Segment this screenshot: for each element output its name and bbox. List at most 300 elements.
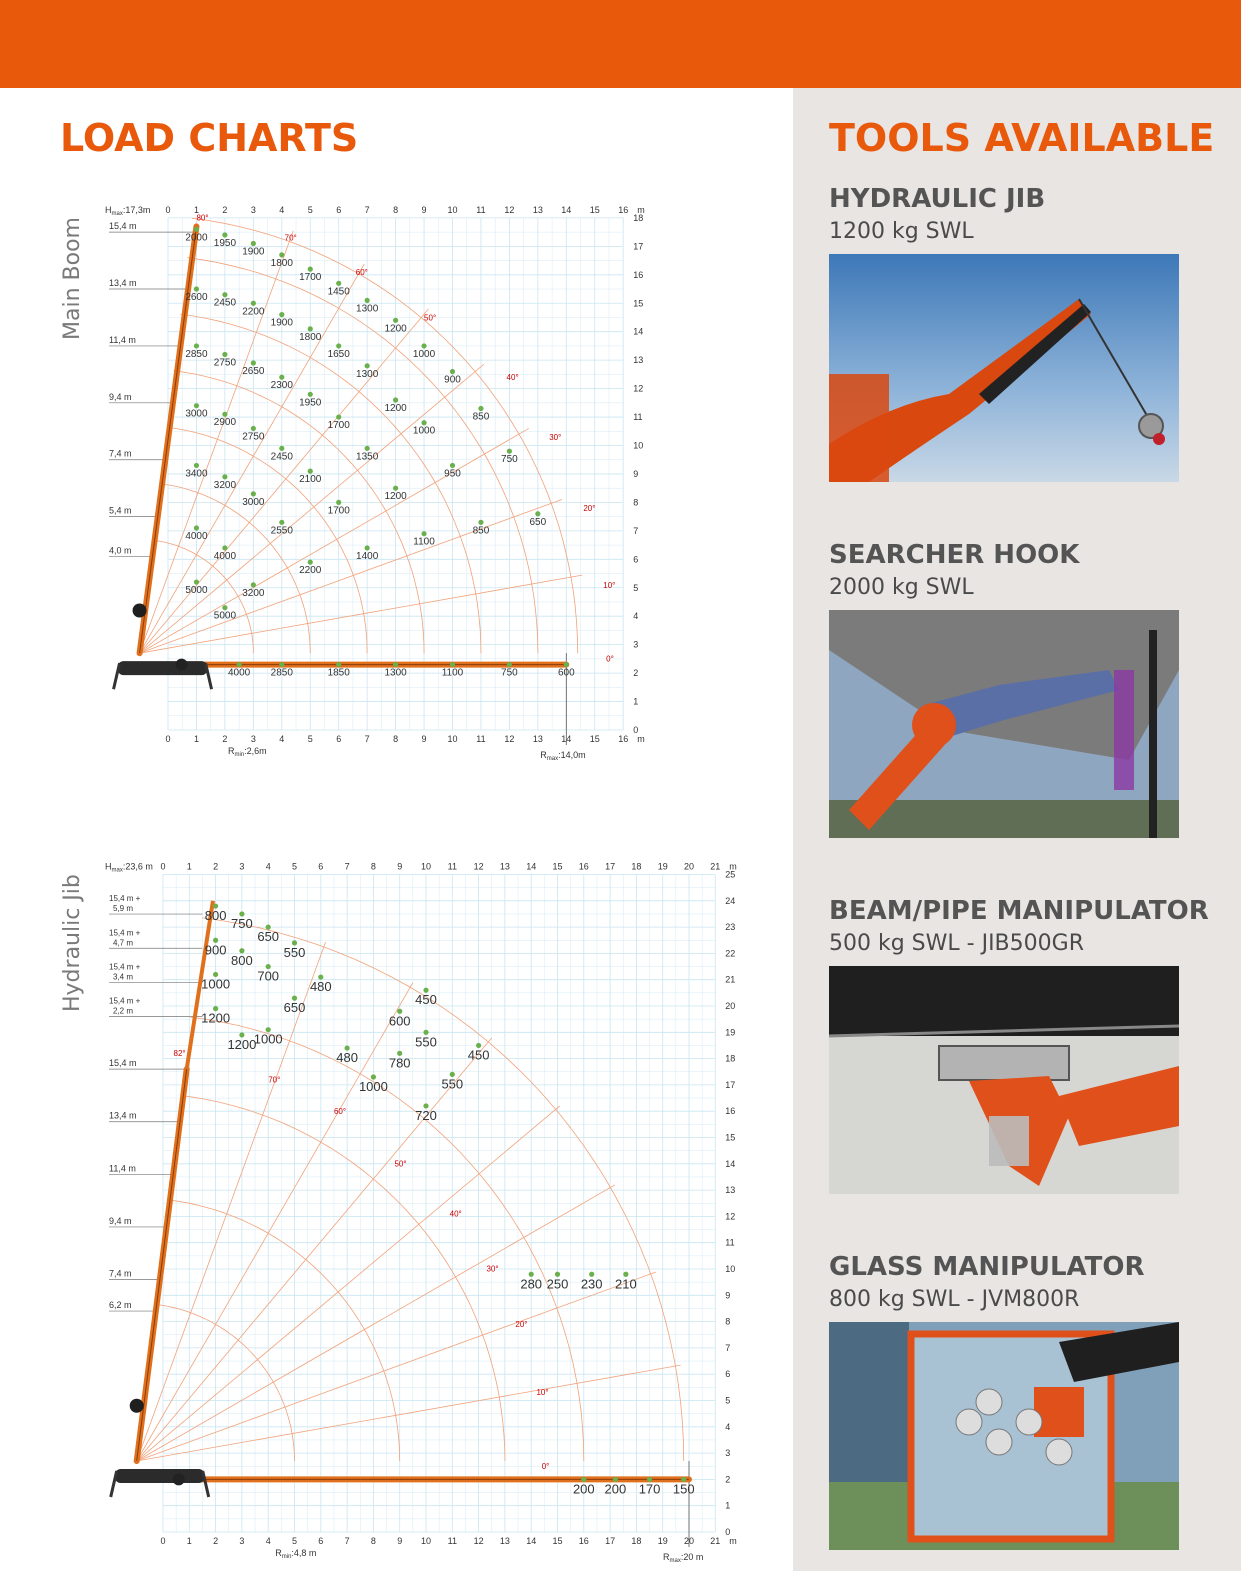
- x-tick-label-bottom: 2: [213, 1536, 219, 1546]
- crawler-track: [118, 661, 208, 675]
- x-tick-label-top: 12: [504, 204, 515, 215]
- x-tick-label-top: 1: [193, 204, 199, 215]
- y-tick-label: 7: [633, 525, 639, 536]
- x-tick-label-top: 0: [165, 204, 171, 215]
- load-point: [222, 292, 227, 297]
- load-value-label: 1950: [213, 237, 237, 249]
- outrigger-left: [114, 663, 120, 689]
- x-tick-label-top: 10: [447, 204, 458, 215]
- load-value-label: 2300: [270, 380, 293, 392]
- x-tick-label-top: 0: [160, 861, 166, 872]
- angle-ray: [137, 942, 326, 1461]
- angle-ray: [140, 231, 294, 653]
- y-tick-label: 6: [633, 554, 639, 565]
- load-value-label: 900: [204, 942, 227, 958]
- y-tick-label: 3: [633, 639, 639, 650]
- load-point: [251, 491, 256, 496]
- y-tick-label: 25: [725, 869, 736, 880]
- angle-label: 0°: [606, 654, 614, 664]
- y-tick-label: 11: [725, 1237, 735, 1248]
- reach-arc: [160, 484, 310, 654]
- y-tick-label: 4: [725, 1421, 731, 1432]
- load-value-label: 1700: [299, 272, 322, 284]
- load-value-label: 550: [283, 944, 306, 960]
- x-tick-label-bottom: 14: [561, 734, 572, 744]
- load-value-label: 1400: [356, 550, 379, 562]
- tool-title-hydraulic-jib: HYDRAULIC JIB: [829, 184, 1046, 214]
- extension-label: 6,2 m: [109, 1300, 132, 1311]
- load-point: [308, 392, 313, 397]
- extension-label: 7,4 m: [109, 1268, 132, 1279]
- tool-swl-glass-manipulator: 800 kg SWL - JVM800R: [829, 1287, 1080, 1312]
- angle-label: 20°: [583, 503, 596, 513]
- x-tick-label-bottom: 19: [657, 1536, 668, 1546]
- load-value-label: 720: [415, 1107, 437, 1123]
- x-tick-label-top: 11: [476, 204, 486, 215]
- x-tick-label-top: 13: [499, 861, 510, 872]
- angle-label: 50°: [424, 313, 437, 323]
- load-point: [251, 360, 256, 365]
- load-point: [336, 281, 341, 286]
- x-tick-label-bottom: 5: [307, 734, 313, 744]
- outrigger-left: [111, 1471, 117, 1497]
- tool-title-beam-pipe-manipulator: BEAM/PIPE MANIPULATOR: [829, 896, 1209, 926]
- load-point: [308, 326, 313, 331]
- load-point: [194, 463, 199, 468]
- load-point: [478, 406, 483, 411]
- x-tick-label-top: 18: [631, 861, 642, 872]
- load-value-label: 1100: [441, 667, 464, 679]
- load-point: [421, 531, 426, 536]
- load-value-label: 2750: [242, 431, 265, 443]
- load-value-label: 3000: [185, 408, 208, 420]
- hydraulic-jib-photo: [829, 254, 1179, 482]
- load-point: [194, 525, 199, 530]
- angle-label: 40°: [449, 1209, 462, 1219]
- y-tick-label: 0: [633, 725, 639, 735]
- y-tick-label: 18: [633, 212, 644, 223]
- x-tick-label-top: 5: [291, 861, 298, 872]
- load-point: [336, 500, 341, 505]
- load-point: [450, 463, 455, 468]
- angle-ray: [137, 1185, 615, 1461]
- main-boom-label: Main Boom: [60, 217, 85, 340]
- y-tick-label: 15: [725, 1132, 736, 1143]
- y-tick-label: 9: [725, 1290, 731, 1301]
- angle-ray: [137, 1365, 681, 1461]
- x-tick-label-bottom: 8: [393, 734, 399, 744]
- y-tick-label: 17: [725, 1079, 736, 1090]
- x-tick-label-bottom: 0: [165, 734, 171, 744]
- load-value-label: 1100: [413, 536, 435, 548]
- load-value-label: 450: [415, 992, 437, 1008]
- load-value-label: 1300: [356, 368, 379, 380]
- y-tick-label: 15: [633, 298, 644, 309]
- load-value-label: 2550: [270, 525, 293, 537]
- x-tick-label-bottom: 12: [473, 1536, 484, 1546]
- x-tick-label-bottom: 6: [318, 1536, 324, 1546]
- boom-pulley: [133, 604, 147, 618]
- x-tick-label-bottom: 4: [279, 734, 285, 744]
- angle-label: 70°: [268, 1075, 281, 1085]
- load-value-label: 1800: [299, 331, 322, 343]
- load-point: [308, 469, 313, 474]
- rmin-label: $R_{min}:2,6m$: [227, 746, 267, 758]
- load-value-label: 750: [231, 915, 253, 931]
- load-value-label: 1700: [327, 420, 350, 432]
- load-value-label: 1650: [327, 348, 350, 360]
- load-value-label: 4000: [185, 531, 208, 543]
- load-value-label: 600: [388, 1013, 411, 1029]
- extension-label: 13,4 m: [109, 278, 137, 289]
- load-value-label: 5000: [213, 610, 237, 622]
- tool-title-searcher-hook: SEARCHER HOOK: [829, 540, 1080, 570]
- reach-arc: [181, 1095, 505, 1461]
- load-value-label: 1000: [412, 348, 436, 360]
- glass-manipulator-photo: [829, 1322, 1179, 1550]
- y-tick-label: 14: [633, 326, 644, 337]
- x-tick-label-bottom: 3: [250, 734, 256, 744]
- extension-label-suffix: 4,7 m: [113, 938, 134, 948]
- load-point: [237, 662, 242, 667]
- load-point: [308, 560, 313, 565]
- extension-label: 13,4 m: [109, 1110, 137, 1121]
- rmax-label: $R_{max}:14,0m$: [540, 750, 586, 762]
- load-value-label: 1200: [384, 491, 407, 503]
- load-value-label: 230: [580, 1276, 603, 1292]
- x-tick-label-bottom: 9: [397, 1536, 403, 1546]
- x-tick-label-bottom: 16: [578, 1536, 589, 1546]
- load-point: [450, 369, 455, 374]
- x-tick-label-bottom: 11: [447, 1536, 457, 1546]
- tool-swl-searcher-hook: 2000 kg SWL: [829, 575, 974, 600]
- x-tick-label-top: 3: [250, 204, 256, 215]
- y-tick-label: 9: [633, 468, 639, 479]
- x-tick-label-top: 13: [532, 204, 543, 215]
- load-value-label: 1200: [227, 1036, 257, 1052]
- load-value-label: 3400: [185, 468, 208, 480]
- load-value-label: 250: [546, 1276, 569, 1292]
- y-tick-label: 5: [633, 582, 639, 593]
- hinge-pin: [176, 659, 188, 671]
- load-value-label: 1900: [270, 317, 293, 329]
- load-point: [365, 446, 370, 451]
- load-value-label: 4000: [228, 667, 251, 679]
- y-tick-label: 1: [633, 696, 639, 707]
- angle-label: 0°: [541, 1461, 550, 1471]
- x-tick-label-bottom: 1: [193, 734, 199, 744]
- load-value-label: 900: [444, 374, 461, 386]
- x-tick-label-top: 10: [420, 861, 432, 872]
- tools-available-title: TOOLS AVAILABLE: [829, 116, 1215, 160]
- load-value-label: 4000: [213, 550, 237, 562]
- y-tick-label: 12: [725, 1211, 736, 1222]
- y-tick-label: 4: [633, 611, 639, 622]
- load-point: [421, 420, 426, 425]
- hydraulic-jib-load-chart: [95, 860, 755, 1565]
- y-tick-label: 8: [633, 497, 639, 508]
- angle-label: 80°: [196, 213, 209, 223]
- load-value-label: 1300: [356, 303, 379, 315]
- extension-label: 7,4 m: [109, 448, 132, 459]
- x-tick-label-top: 9: [397, 861, 403, 872]
- x-tick-label-top: 21: [710, 861, 721, 872]
- load-value-label: 1800: [270, 257, 293, 269]
- x-tick-label-bottom: 8: [370, 1536, 376, 1546]
- load-value-label: 210: [615, 1276, 637, 1292]
- x-tick-label-top: 15: [589, 204, 600, 215]
- angle-label: 40°: [506, 373, 519, 383]
- load-value-label: 800: [231, 952, 253, 968]
- x-tick-label-bottom: 10: [447, 734, 458, 744]
- x-tick-label-bottom: 15: [552, 1536, 563, 1546]
- tool-swl-hydraulic-jib: 1200 kg SWL: [829, 219, 974, 244]
- extension-label: 15,4 m +: [109, 894, 141, 904]
- y-tick-label: 10: [633, 440, 644, 451]
- load-value-label: 2900: [213, 417, 237, 429]
- load-value-label: 5000: [185, 585, 208, 597]
- load-point: [308, 267, 313, 272]
- reach-arc: [168, 1200, 400, 1461]
- x-tick-label-top: 17: [605, 861, 616, 872]
- y-tick-label: 21: [725, 974, 736, 985]
- load-point: [564, 662, 569, 667]
- angle-label: 60°: [333, 1106, 347, 1116]
- load-point: [393, 397, 398, 402]
- load-value-label: 1000: [412, 425, 436, 437]
- x-tick-label-bottom: 7: [364, 734, 370, 744]
- load-value-label: 1200: [384, 402, 407, 414]
- load-point: [535, 511, 540, 516]
- load-value-label: 480: [309, 979, 332, 995]
- load-value-label: 2450: [270, 451, 293, 463]
- load-value-label: 1950: [299, 397, 322, 409]
- extension-label: 9,4 m: [109, 391, 132, 402]
- load-value-label: 1850: [327, 667, 350, 679]
- load-value-label: 2750: [213, 357, 237, 369]
- x-tick-label-top: 16: [618, 204, 629, 215]
- load-point: [393, 318, 398, 323]
- load-value-label: 2200: [299, 565, 322, 577]
- load-value-label: 2650: [242, 365, 265, 377]
- x-tick-label-top: 7: [364, 204, 370, 215]
- load-value-label: 800: [204, 908, 227, 924]
- y-tick-label: 13: [633, 355, 644, 366]
- y-tick-label: 13: [725, 1185, 736, 1196]
- load-value-label: 2850: [270, 667, 293, 679]
- load-point: [194, 579, 199, 584]
- extension-label: 4,0 m: [109, 545, 132, 556]
- extension-label-suffix: 2,2 m: [113, 1006, 134, 1016]
- x-tick-label-bottom: 3: [239, 1536, 245, 1546]
- x-tick-label-top: 1: [186, 861, 192, 872]
- load-point: [279, 252, 284, 257]
- load-value-label: 450: [467, 1047, 490, 1063]
- load-point: [507, 662, 512, 667]
- searcher-hook-photo: [829, 610, 1179, 838]
- x-tick-label-bottom: 11: [476, 734, 486, 744]
- x-tick-label-top: 6: [336, 204, 342, 215]
- load-value-label: 1200: [201, 1010, 231, 1026]
- extension-label: 15,4 m: [109, 221, 137, 232]
- load-value-label: 3000: [242, 496, 265, 508]
- load-value-label: 550: [415, 1034, 437, 1050]
- extension-label: 15,4 m +: [109, 928, 141, 938]
- angle-label: 82°: [173, 1048, 186, 1058]
- boom-pulley: [130, 1399, 144, 1413]
- x-tick-label-top: 5: [307, 204, 313, 215]
- x-tick-label-top: 14: [526, 861, 537, 872]
- load-value-label: 2000: [185, 232, 208, 244]
- hmax-label: $H_{max}:23,6$ m: [105, 861, 153, 874]
- x-unit-bottom: m: [637, 734, 645, 744]
- load-point: [251, 241, 256, 246]
- extension-label: 11,4 m: [109, 1163, 136, 1174]
- x-tick-label-bottom: 5: [291, 1536, 298, 1546]
- load-value-label: 2600: [185, 292, 208, 304]
- load-point: [336, 414, 341, 419]
- x-tick-label-bottom: 18: [631, 1536, 642, 1546]
- x-tick-label-bottom: 13: [532, 734, 543, 744]
- load-value-label: 1000: [201, 976, 231, 992]
- load-value-label: 650: [529, 516, 547, 528]
- y-tick-label: 8: [725, 1316, 731, 1327]
- load-point: [279, 520, 284, 525]
- load-value-label: 200: [604, 1481, 627, 1497]
- load-value-label: 3200: [242, 587, 265, 599]
- load-value-label: 1000: [358, 1079, 388, 1095]
- tool-swl-beam-pipe-manipulator: 500 kg SWL - JIB500GR: [829, 931, 1084, 956]
- hmax-label: $H_{max}:17,3m$: [105, 204, 151, 217]
- load-value-label: 1350: [356, 451, 379, 463]
- y-tick-label: 20: [725, 1001, 736, 1011]
- x-tick-label-top: 15: [552, 861, 563, 872]
- load-point: [421, 343, 426, 348]
- load-point: [450, 662, 455, 667]
- load-value-label: 2850: [185, 348, 208, 360]
- load-value-label: 2100: [299, 474, 322, 486]
- load-value-label: 650: [283, 1000, 306, 1016]
- y-tick-label: 19: [725, 1027, 736, 1038]
- load-value-label: 200: [572, 1481, 595, 1497]
- load-point: [279, 446, 284, 451]
- y-tick-label: 22: [725, 948, 736, 959]
- angle-label: 60°: [355, 267, 368, 277]
- load-value-label: 280: [520, 1276, 543, 1292]
- x-tick-label-bottom: 4: [265, 1536, 271, 1546]
- y-tick-label: 23: [725, 922, 736, 933]
- x-tick-label-top: 8: [370, 861, 376, 872]
- tool-title-glass-manipulator: GLASS MANIPULATOR: [829, 1252, 1145, 1282]
- x-tick-label-bottom: 21: [710, 1536, 721, 1546]
- angle-label: 30°: [549, 432, 562, 442]
- angle-ray: [137, 1272, 656, 1461]
- x-tick-label-top: 19: [657, 861, 668, 872]
- load-point: [393, 662, 398, 667]
- y-tick-label: 2: [633, 668, 639, 679]
- x-tick-label-bottom: 6: [336, 734, 342, 744]
- load-point: [365, 298, 370, 303]
- y-tick-label: 3: [725, 1448, 731, 1459]
- y-tick-label: 7: [725, 1342, 731, 1353]
- x-tick-label-top: 16: [578, 861, 589, 872]
- reach-arc: [156, 1304, 295, 1461]
- load-value-label: 3200: [213, 479, 237, 491]
- angle-label: 50°: [394, 1159, 407, 1169]
- load-point: [279, 312, 284, 317]
- x-tick-label-top: 4: [265, 861, 271, 872]
- hydraulic-jib-label: Hydraulic Jib: [60, 874, 85, 1012]
- y-tick-label: 11: [633, 412, 643, 423]
- x-tick-label-bottom: 16: [618, 734, 629, 744]
- load-charts-title: LOAD CHARTS: [60, 116, 359, 160]
- angle-label: 10°: [536, 1388, 549, 1398]
- y-tick-label: 6: [725, 1369, 731, 1380]
- x-tick-label-top: 3: [239, 861, 245, 872]
- x-tick-label-top: 2: [222, 204, 228, 215]
- extension-label-suffix: 5,9 m: [113, 904, 134, 914]
- load-point: [336, 662, 341, 667]
- x-unit-bottom: m: [729, 1536, 737, 1546]
- load-point: [194, 403, 199, 408]
- y-tick-label: 24: [725, 895, 736, 906]
- extension-label: 15,4 m +: [109, 962, 141, 972]
- x-tick-label-top: 9: [421, 204, 427, 215]
- x-unit-top: m: [729, 861, 737, 872]
- load-value-label: 700: [257, 968, 280, 984]
- y-tick-label: 16: [725, 1106, 736, 1117]
- x-tick-label-bottom: 7: [344, 1536, 350, 1546]
- load-value-label: 650: [257, 929, 280, 945]
- vertical-boom-edge: [137, 1069, 187, 1461]
- main-boom-load-chart: [95, 200, 665, 770]
- load-value-label: 750: [501, 454, 518, 466]
- x-tick-label-bottom: 13: [499, 1536, 510, 1546]
- load-value-label: 150: [672, 1481, 695, 1497]
- x-tick-label-top: 14: [561, 204, 572, 215]
- x-tick-label-bottom: 20: [683, 1536, 695, 1546]
- load-value-label: 1200: [384, 323, 407, 335]
- x-tick-label-bottom: 12: [504, 734, 515, 744]
- y-tick-label: 14: [725, 1158, 736, 1169]
- load-value-label: 170: [638, 1481, 661, 1497]
- hinge-pin: [173, 1473, 185, 1485]
- load-point: [279, 375, 284, 380]
- y-tick-label: 0: [725, 1527, 731, 1537]
- extension-label-suffix: 3,4 m: [113, 972, 134, 982]
- angle-label: 70°: [284, 233, 297, 243]
- rmax-label: $R_{max}:20$ m: [663, 1552, 704, 1564]
- y-tick-label: 5: [725, 1395, 731, 1406]
- load-point: [222, 232, 227, 237]
- extension-label: 15,4 m: [109, 1058, 137, 1069]
- x-tick-label-top: 2: [213, 861, 219, 872]
- load-point: [194, 343, 199, 348]
- load-point: [279, 662, 284, 667]
- load-value-label: 550: [441, 1076, 464, 1092]
- x-tick-label-top: 8: [393, 204, 399, 215]
- load-value-label: 780: [388, 1055, 411, 1071]
- x-tick-label-bottom: 15: [589, 734, 600, 744]
- load-value-label: 2200: [242, 306, 265, 318]
- load-point: [222, 352, 227, 357]
- x-tick-label-top: 4: [279, 204, 285, 215]
- load-value-label: 850: [472, 525, 490, 537]
- y-tick-label: 17: [633, 241, 644, 252]
- x-tick-label-bottom: 17: [605, 1536, 616, 1546]
- load-point: [251, 426, 256, 431]
- x-tick-label-top: 20: [683, 861, 695, 872]
